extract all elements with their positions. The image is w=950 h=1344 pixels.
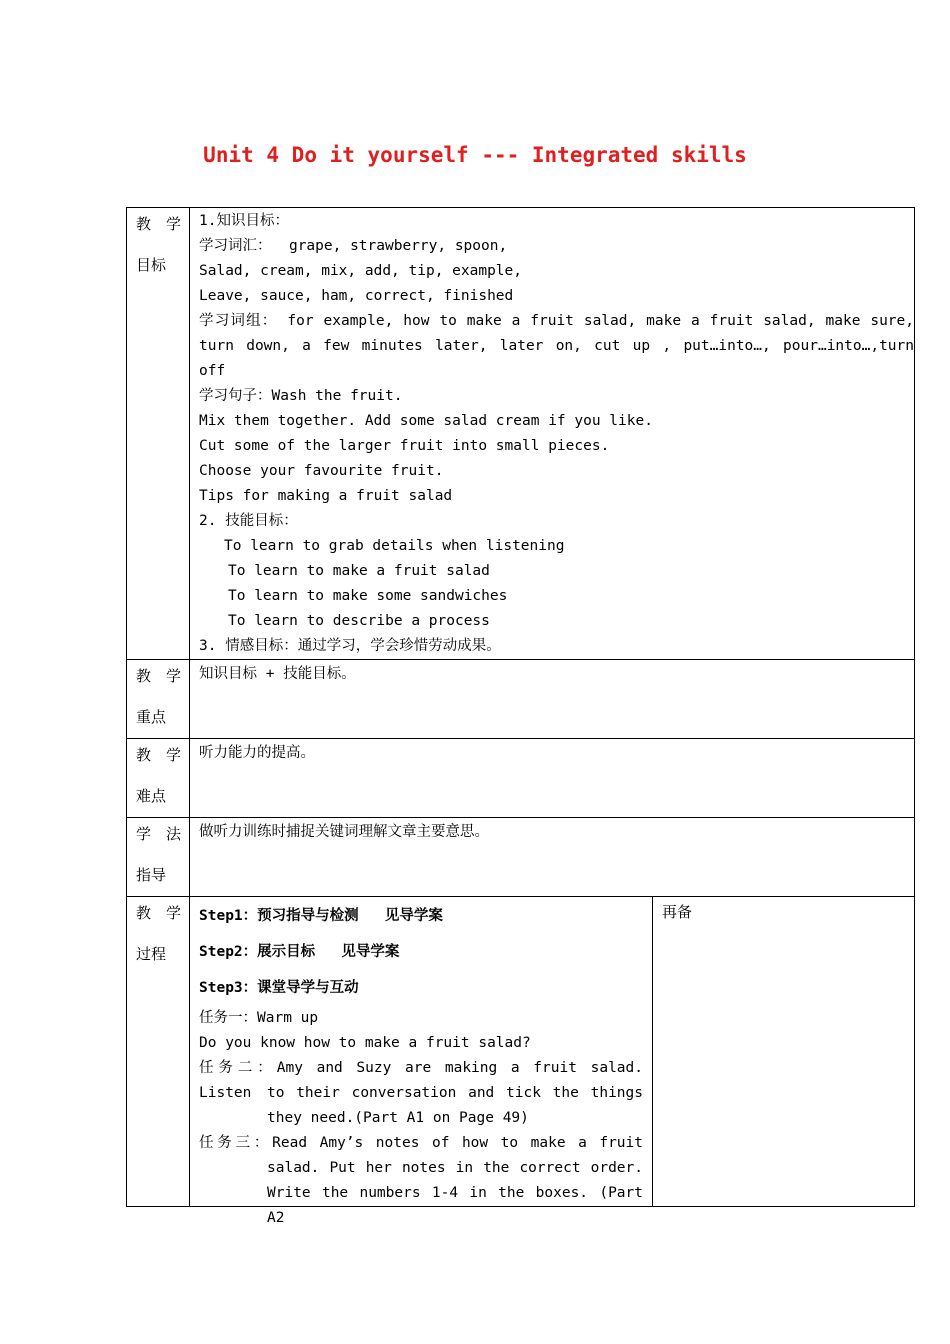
method-text: 做听力训练时捕捉关键词理解文章主要意思。 bbox=[199, 824, 489, 840]
sentence-line-2: Mix them together. Add some salad cream if you like. bbox=[199, 413, 653, 429]
sentence-line-5: Tips for making a fruit salad bbox=[199, 488, 453, 504]
row-label: 学 法 指导 bbox=[127, 818, 190, 897]
skill-line-1: To learn to grab details when listening bbox=[224, 538, 565, 554]
table-row-process bbox=[127, 897, 915, 1207]
vocab-line-2: Salad, cream, mix, add, tip, example, bbox=[199, 263, 523, 279]
objectives-content bbox=[190, 208, 915, 660]
step-3: Step3：课堂导学与互动 bbox=[199, 980, 359, 996]
step-2: Step2：展示目标 见导学案 bbox=[199, 944, 400, 960]
row-label: 教 学 重点 bbox=[127, 660, 190, 739]
task-2-cont-1: to their conversation and tick the things bbox=[267, 1085, 643, 1101]
row-label: 教 学 难点 bbox=[127, 739, 190, 818]
table-row-key-points bbox=[127, 660, 915, 739]
vocab-line-1: 学习词汇： grape, strawberry, spoon, bbox=[199, 238, 508, 254]
phrase-line-1: 学习词组： for example, how to make a fruit salad, make a fruit salad, make sure, bbox=[199, 313, 914, 329]
sentence-line-3: Cut some of the larger fruit into small pieces. bbox=[199, 438, 610, 454]
skill-line-4: To learn to describe a process bbox=[228, 613, 490, 629]
task-3-cont-1: salad. Put her notes in the correct order. bbox=[267, 1160, 643, 1176]
task-3-cont-2: Write the numbers 1-4 in the boxes. (Part A2 bbox=[267, 1185, 643, 1226]
vocab-line-3: Leave, sauce, ham, correct, finished bbox=[199, 288, 514, 304]
table-row-objectives bbox=[127, 208, 915, 660]
text-line: 1.知识目标： bbox=[199, 213, 289, 229]
task-2: 任务二：Amy and Suzy are making a fruit salad. Listen bbox=[199, 1060, 643, 1101]
table-row-difficulties bbox=[127, 739, 915, 818]
emotion-line: 3. 情感目标：通过学习，学会珍惜劳动成果。 bbox=[199, 638, 501, 654]
task-2-cont-2: they need.(Part A1 on Page 49) bbox=[267, 1110, 529, 1126]
document-title: Unit 4 Do it yourself --- Integrated skills bbox=[203, 143, 747, 167]
phrase-line-2: turn down, a few minutes later, later on, cut up , put…into…, pour…into…,turn bbox=[199, 338, 914, 354]
process-content bbox=[190, 897, 653, 1226]
table-row-method bbox=[127, 818, 915, 897]
task-1-question: Do you know how to make a fruit salad? bbox=[199, 1035, 531, 1051]
row-label: 教 学 目标 bbox=[127, 208, 190, 660]
task-3: 任务三：Read Amy’s notes of how to make a fruit bbox=[199, 1135, 643, 1151]
sentence-line-1: 学习句子：Wash the fruit. bbox=[199, 388, 403, 404]
skill-line-3: To learn to make some sandwiches bbox=[228, 588, 508, 604]
notes-label: 再备 bbox=[662, 903, 693, 921]
task-1: 任务一：Warm up bbox=[199, 1010, 319, 1026]
sentence-line-4: Choose your favourite fruit. bbox=[199, 463, 444, 479]
lesson-plan-table bbox=[126, 207, 915, 1226]
row-label: 教 学 过程 bbox=[127, 897, 190, 1207]
phrase-line-3: off bbox=[199, 363, 226, 379]
notes-column bbox=[653, 897, 915, 1207]
skill-heading: 2. 技能目标： bbox=[199, 513, 298, 529]
key-points-text: 知识目标 + 技能目标。 bbox=[199, 666, 356, 682]
skill-line-2: To learn to make a fruit salad bbox=[228, 563, 490, 579]
difficulties-text: 听力能力的提高。 bbox=[199, 745, 315, 761]
step-1: Step1：预习指导与检测 见导学案 bbox=[199, 908, 443, 924]
